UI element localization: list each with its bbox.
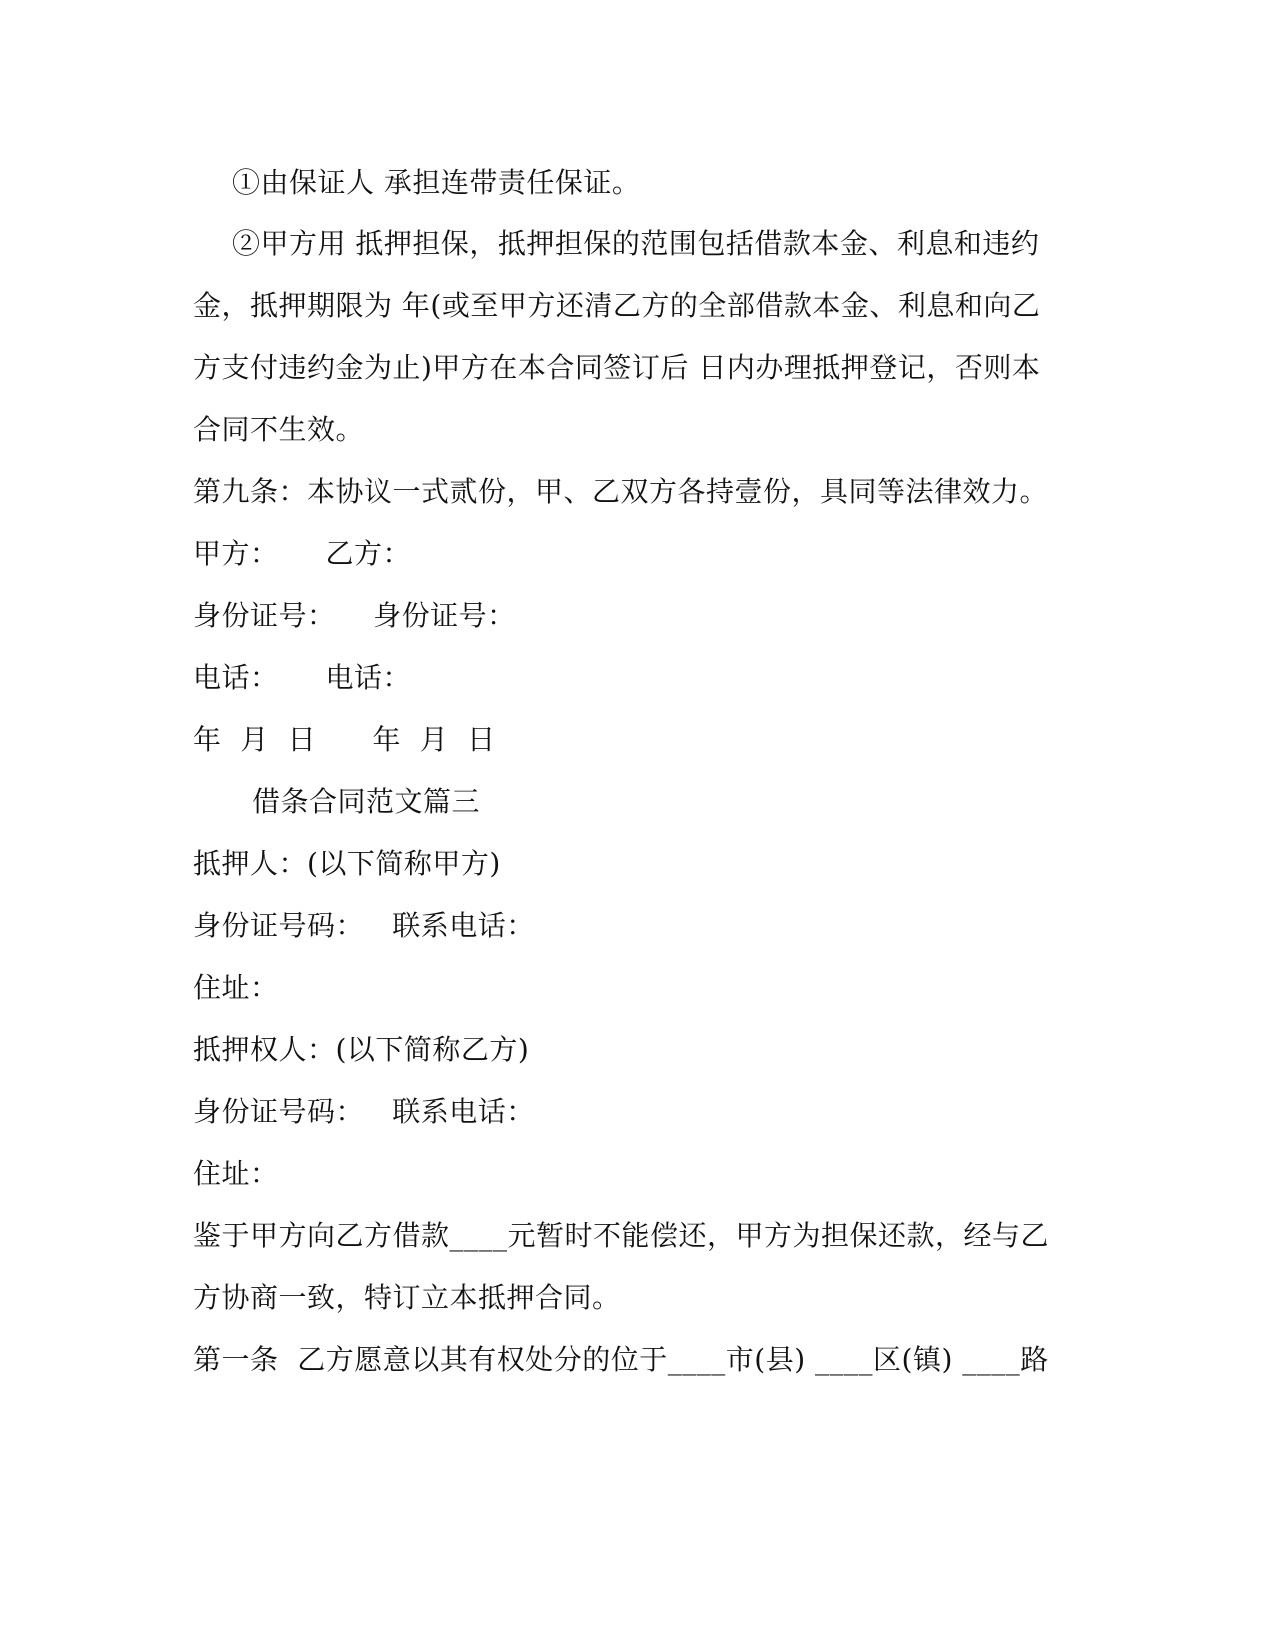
mortgagor-address: 住址：	[193, 971, 279, 1004]
article-nine: 第九条：本协议一式贰份，甲、乙双方各持壹份，具同等法律效力。	[193, 475, 1049, 508]
party-names: 甲方： 乙方：	[193, 537, 412, 570]
clause-mortgage-line-4: 合同不生效。	[193, 413, 365, 446]
party-id-numbers: 身份证号： 身份证号：	[193, 599, 516, 632]
mortgagee-id-phone: 身份证号码： 联系电话：	[193, 1095, 535, 1128]
mortgagee-address: 住址：	[193, 1157, 279, 1190]
clause-mortgage-line-3: 方支付违约金为止)甲方在本合同签订后 日内办理抵押登记，否则本	[193, 351, 1041, 384]
preamble-line-1: 鉴于甲方向乙方借款____元暂时不能偿还，甲方为担保还款，经与乙	[193, 1219, 1050, 1252]
clause-mortgage-line-2: 金，抵押期限为 年(或至甲方还清乙方的全部借款本金、利息和向乙	[193, 289, 1041, 322]
party-phones: 电话： 电话：	[193, 661, 412, 694]
signature-dates: 年 月 日 年 月 日	[193, 723, 496, 756]
article-one-line: 第一条 乙方愿意以其有权处分的位于____市(县) ____区(镇) ____路	[193, 1343, 1049, 1376]
preamble-line-2: 方协商一致，特订立本抵押合同。	[193, 1281, 621, 1314]
clause-guarantor-line: ①由保证人 承担连带责任保证。	[232, 166, 641, 199]
mortgagor-id-phone: 身份证号码： 联系电话：	[193, 909, 535, 942]
clause-mortgage-line-1: ②甲方用 抵押担保，抵押担保的范围包括借款本金、利息和违约	[232, 227, 1040, 260]
mortgagor-line: 抵押人：(以下简称甲方)	[193, 847, 501, 880]
section-heading: 借条合同范文篇三	[252, 785, 481, 818]
mortgagee-line: 抵押权人：(以下简称乙方)	[193, 1033, 530, 1066]
